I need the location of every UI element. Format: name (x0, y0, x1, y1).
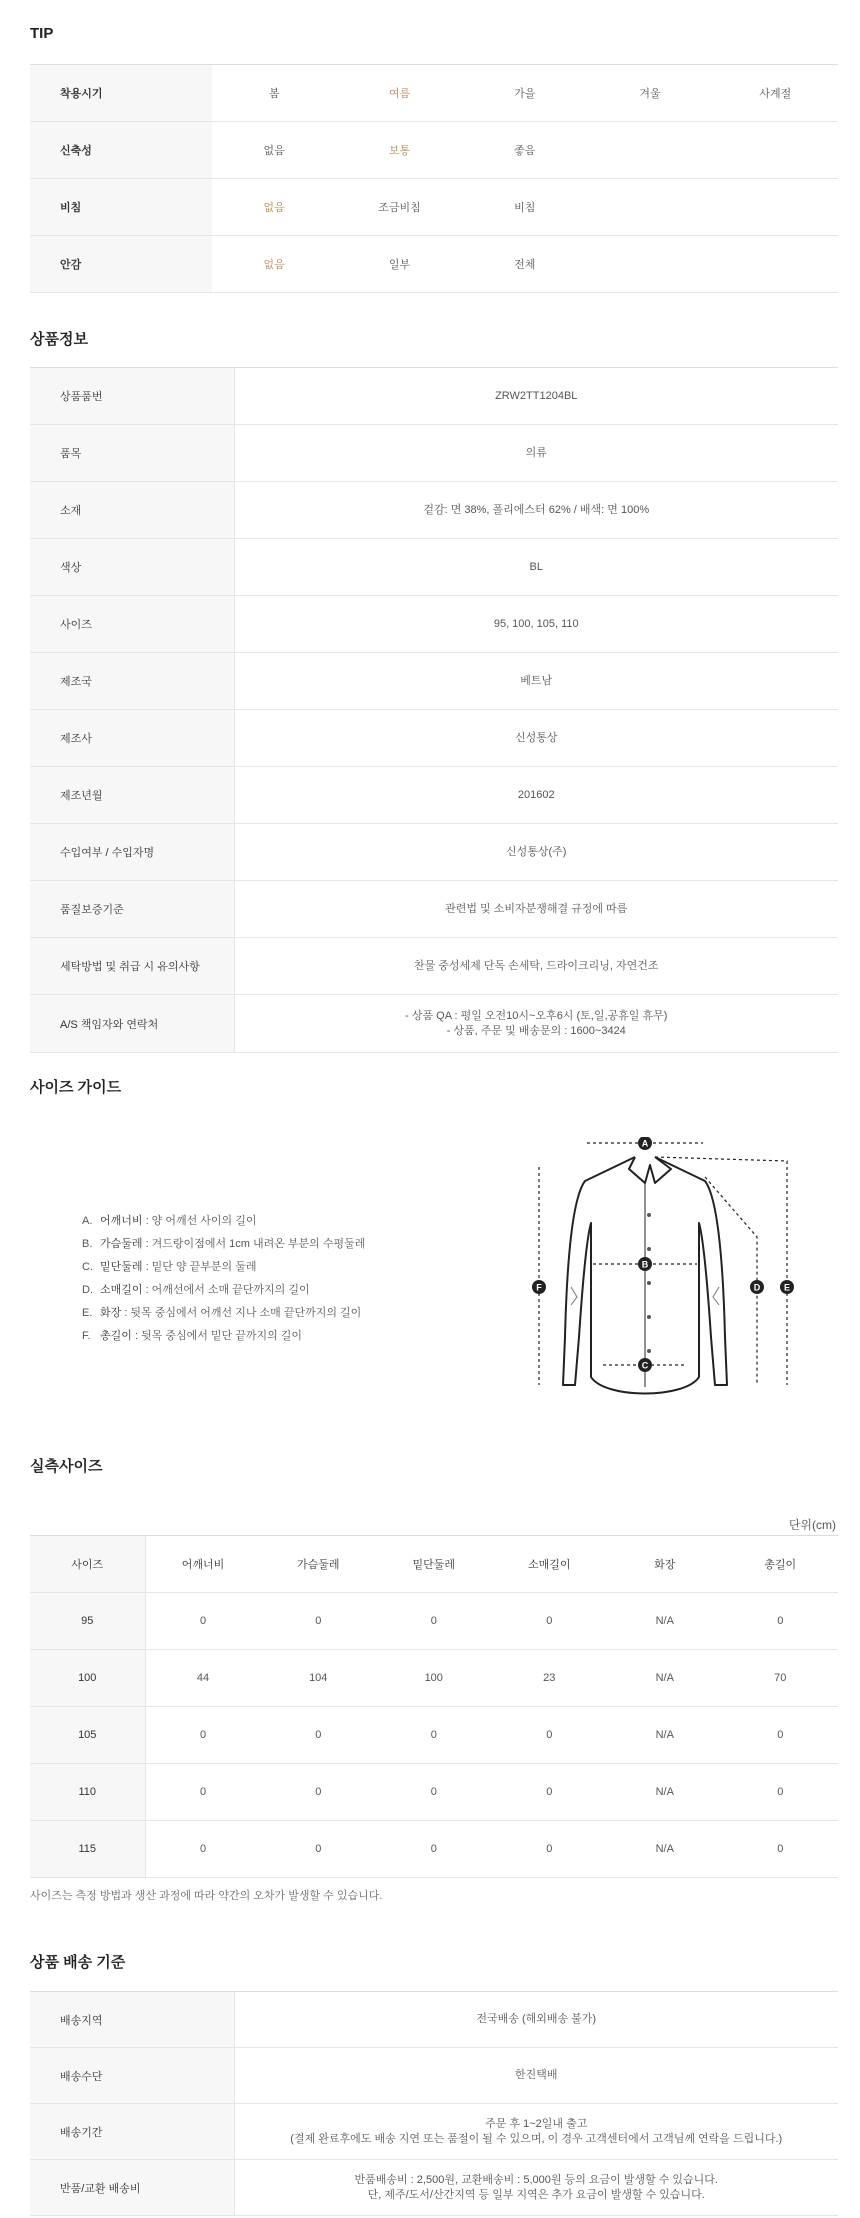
tip-option: 전체 (514, 259, 536, 271)
info-value: 신성통상(주) (506, 845, 567, 858)
table-cell: N/A (655, 1843, 674, 1855)
tip-option: 좋음 (514, 145, 536, 157)
table-cell: 0 (199, 1843, 207, 1855)
guide-letter: B. (82, 1238, 93, 1250)
column-header: 사이즈 (30, 1536, 145, 1593)
table-cell: 0 (777, 1786, 784, 1798)
guide-desc: : 겨드랑이점에서 1cm 내려온 부분의 수평둘레 (142, 1238, 366, 1250)
column-header: 총길이 (723, 1536, 839, 1593)
info-label: A/S 책임자와 연락처 (30, 995, 234, 1053)
sleeve-pleat (713, 1287, 719, 1305)
info-label: 세탁방법 및 취급 시 유의사항 (30, 938, 234, 995)
guide-line-e (655, 1157, 787, 1385)
info-label: 소재 (30, 482, 234, 539)
table-cell: 100 (424, 1672, 443, 1684)
table-cell: 104 (309, 1672, 328, 1684)
table-row (30, 1707, 838, 1764)
tip-row (30, 179, 838, 236)
table-cell: 0 (315, 1786, 322, 1798)
delivery-row (30, 1992, 838, 2048)
tip-option: 겨울 (639, 88, 661, 100)
guide-term: 어깨너비 (100, 1215, 143, 1227)
button-icon (647, 1281, 651, 1285)
tip-option (713, 122, 838, 179)
tip-option-active: 여름 (388, 88, 411, 100)
table-cell: 0 (777, 1615, 784, 1627)
table-cell: 0 (546, 1615, 553, 1627)
table-cell: 0 (430, 1843, 437, 1855)
guide-term: 화장 (100, 1307, 122, 1319)
table-cell: 0 (777, 1729, 784, 1741)
table-cell: 0 (315, 1843, 322, 1855)
tip-option (587, 236, 712, 293)
info-row (30, 995, 838, 1053)
info-value: ZRW2TT1204BL (495, 389, 578, 402)
marker-b-label: B (641, 1259, 649, 1270)
info-row (30, 539, 838, 596)
info-label: 제조국 (30, 653, 234, 710)
tip-table (30, 64, 838, 293)
measurement-table (30, 1535, 838, 1878)
tip-row-label: 비침 (30, 179, 212, 236)
table-cell: N/A (655, 1672, 674, 1684)
button-icon (647, 1213, 651, 1217)
tip-option: 없음 (263, 145, 285, 157)
guide-term: 가슴둘레 (100, 1238, 143, 1250)
guide-desc: : 뒷목 중심에서 어깨선 지나 소매 끝단까지의 길이 (121, 1307, 362, 1319)
column-header: 화장 (607, 1536, 723, 1593)
table-cell: N/A (655, 1615, 674, 1627)
tip-option: 일부 (388, 259, 411, 271)
tip-option: 가을 (514, 88, 536, 100)
tip-row-label: 안감 (30, 236, 212, 293)
sleeve-pleat (571, 1287, 577, 1305)
table-cell: 0 (315, 1615, 322, 1627)
delivery-table (30, 1991, 838, 2216)
info-row (30, 653, 838, 710)
measurement-note: 사이즈는 측정 방법과 생산 과정에 따라 약간의 오차가 발생할 수 있습니다. (30, 1890, 383, 1902)
as-line-2: - 상품, 주문 및 배송문의 : 1600~3424 (446, 1024, 626, 1037)
info-value: 베트남 (520, 674, 553, 687)
tip-option (587, 122, 712, 179)
info-value: 의류 (525, 446, 547, 459)
marker-f-label: F (536, 1282, 542, 1293)
delivery-value (234, 2160, 838, 2216)
info-label: 색상 (30, 539, 234, 596)
tip-option: 비침 (514, 202, 536, 214)
button-icon (647, 1349, 651, 1353)
table-row (30, 1764, 838, 1821)
size-cell: 115 (30, 1821, 145, 1878)
size-cell: 95 (30, 1593, 145, 1650)
unit-label: 단위(cm) (788, 1518, 836, 1532)
delivery-value (234, 2104, 838, 2160)
table-row (30, 1821, 838, 1878)
product-info-title: 상품정보 (30, 331, 88, 348)
guide-letter: D. (82, 1284, 93, 1296)
info-label: 수입여부 / 수입자명 (30, 824, 234, 881)
column-header: 어깨너비 (145, 1536, 261, 1593)
delivery-value: 한진택배 (514, 2069, 558, 2081)
delivery-title: 상품 배송 기준 (30, 1954, 126, 1971)
tip-row (30, 122, 838, 179)
tip-option (587, 179, 712, 236)
delivery-row (30, 2048, 838, 2104)
table-cell: 0 (430, 1615, 437, 1627)
button-icon (647, 1315, 651, 1319)
delivery-label: 배송수단 (30, 2048, 234, 2104)
table-cell: 0 (199, 1615, 207, 1627)
tip-row (30, 236, 838, 293)
guide-letter: F. (82, 1330, 91, 1342)
guide-desc: : 밑단 양 끝부분의 둘레 (142, 1261, 257, 1273)
marker-e-label: E (783, 1282, 791, 1293)
guide-item (82, 1302, 365, 1325)
tip-option-active: 보통 (388, 145, 411, 157)
info-label: 품질보증기준 (30, 881, 234, 938)
info-label: 사이즈 (30, 596, 234, 653)
table-cell: 0 (199, 1729, 207, 1741)
info-row (30, 767, 838, 824)
tip-option: 조금비침 (378, 202, 421, 214)
column-header: 밑단둘레 (376, 1536, 492, 1593)
delivery-value: 전국배송 (해외배송 불가) (476, 2013, 597, 2025)
delivery-label: 배송지역 (30, 1992, 234, 2048)
marker-a-label: A (641, 1138, 649, 1149)
delivery-line-2: (결제 완료후에도 배송 지연 또는 품절이 될 수 있으며, 이 경우 고객센터에서 고객님께 연락을 드립니다.) (290, 2132, 783, 2145)
size-guide-list (82, 1210, 365, 1348)
info-row (30, 938, 838, 995)
tip-row-label: 신축성 (30, 122, 212, 179)
tip-title: TIP (30, 25, 54, 42)
table-row (30, 1593, 838, 1650)
marker-c-label: C (641, 1360, 649, 1371)
shirt-measurement-diagram (525, 1137, 795, 1407)
tip-row (30, 65, 838, 122)
guide-term: 밑단둘레 (100, 1261, 143, 1273)
tip-option: 사계절 (759, 88, 792, 100)
tip-option (713, 236, 838, 293)
size-cell: 110 (30, 1764, 145, 1821)
tip-option (713, 179, 838, 236)
button-icon (647, 1247, 651, 1251)
tip-row-label: 착용시기 (30, 65, 212, 122)
guide-item (82, 1279, 365, 1302)
table-cell: 0 (430, 1729, 437, 1741)
delivery-row (30, 2160, 838, 2216)
guide-item (82, 1210, 365, 1233)
delivery-line-2: 단, 제주/도서/산간지역 등 일부 지역은 추가 요금이 발생할 수 있습니다. (367, 2188, 705, 2201)
measurements-title: 실측사이즈 (30, 1458, 103, 1475)
guide-term: 총길이 (100, 1330, 132, 1342)
guide-desc: : 양 어깨선 사이의 길이 (142, 1215, 257, 1227)
measurement-header-row (30, 1536, 838, 1593)
delivery-row (30, 2104, 838, 2160)
info-value: 95, 100, 105, 110 (493, 617, 579, 630)
info-value: 신성통상 (514, 731, 558, 744)
info-value (234, 995, 838, 1053)
marker-d-label: D (753, 1282, 761, 1293)
tip-option: 봄 (268, 88, 280, 100)
info-row (30, 824, 838, 881)
as-line-1: - 상품 QA : 평일 오전10시~오후6시 (토,일,공휴일 휴무) (405, 1009, 668, 1022)
guide-letter: E. (82, 1307, 93, 1319)
column-header: 소매길이 (492, 1536, 608, 1593)
table-cell: N/A (655, 1729, 674, 1741)
table-cell: 70 (774, 1672, 787, 1684)
table-row (30, 1650, 838, 1707)
table-cell: 0 (546, 1786, 553, 1798)
size-cell: 105 (30, 1707, 145, 1764)
size-guide-title: 사이즈 가이드 (30, 1079, 122, 1096)
delivery-label: 반품/교환 배송비 (30, 2160, 234, 2216)
tip-option-active: 없음 (263, 202, 285, 214)
guide-desc: : 어깨선에서 소매 끝단까지의 길이 (142, 1284, 310, 1296)
table-cell: 0 (546, 1729, 553, 1741)
info-value: 겉감: 면 38%, 폴리에스터 62% / 배색: 면 100% (423, 503, 650, 516)
guide-letter: A. (82, 1215, 93, 1227)
table-cell: 0 (199, 1786, 207, 1798)
info-label: 상품품번 (30, 368, 234, 425)
table-cell: 23 (543, 1672, 556, 1684)
guide-desc: : 뒷목 중심에서 밑단 끝까지의 길이 (131, 1330, 303, 1342)
product-info-table (30, 367, 838, 1053)
info-value: 찬물 중성세제 단독 손세탁, 드라이크리닝, 자연건조 (413, 959, 659, 972)
tip-option-active: 없음 (263, 259, 285, 271)
table-cell: N/A (655, 1786, 674, 1798)
table-cell: 0 (777, 1843, 784, 1855)
guide-term: 소매길이 (100, 1284, 143, 1296)
info-value: 201602 (517, 788, 555, 801)
table-cell: 0 (546, 1843, 553, 1855)
info-row (30, 596, 838, 653)
info-label: 제조사 (30, 710, 234, 767)
info-row (30, 881, 838, 938)
guide-item (82, 1256, 365, 1279)
delivery-label: 배송기간 (30, 2104, 234, 2160)
info-row (30, 710, 838, 767)
guide-item (82, 1325, 365, 1348)
guide-item (82, 1233, 365, 1256)
info-value: BL (529, 560, 543, 573)
guide-letter: C. (82, 1261, 93, 1273)
column-header: 가슴둘레 (261, 1536, 377, 1593)
info-value: 관련법 및 소비자분쟁해결 규정에 따름 (445, 902, 628, 915)
info-label: 제조년월 (30, 767, 234, 824)
info-row (30, 368, 838, 425)
table-cell: 0 (315, 1729, 322, 1741)
info-row (30, 425, 838, 482)
size-cell: 100 (30, 1650, 145, 1707)
delivery-line-1: 반품배송비 : 2,500원, 교환배송비 : 5,000원 등의 요금이 발생할 수 있습니다. (354, 2173, 718, 2186)
table-cell: 0 (430, 1786, 437, 1798)
info-label: 품목 (30, 425, 234, 482)
info-row (30, 482, 838, 539)
delivery-line-1: 주문 후 1~2일내 출고 (485, 2117, 588, 2130)
table-cell: 44 (196, 1672, 210, 1684)
